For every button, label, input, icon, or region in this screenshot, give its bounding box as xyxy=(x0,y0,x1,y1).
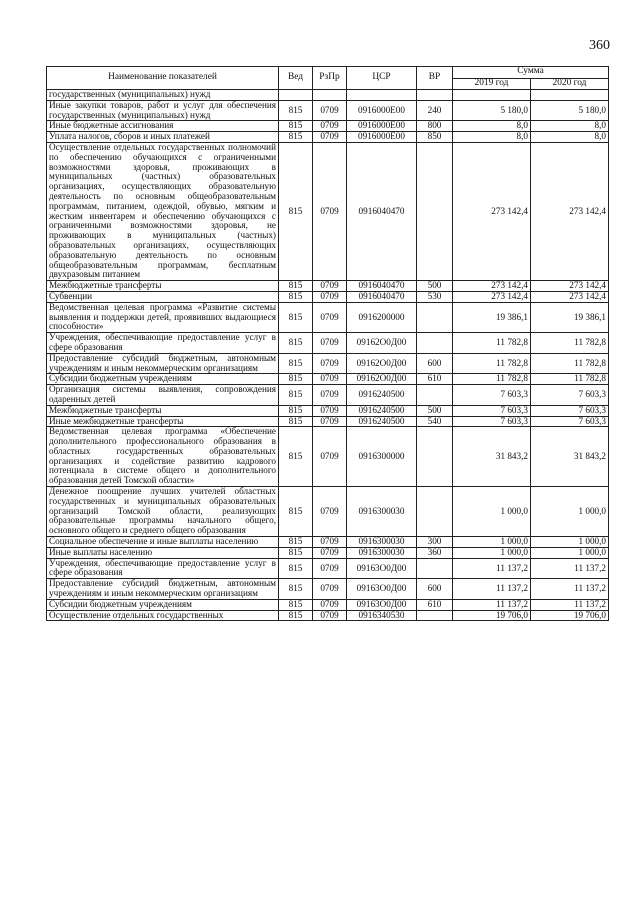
row-rzpr: 0709 xyxy=(313,132,347,143)
row-ved: 815 xyxy=(279,558,313,579)
row-csr: 0916300000 xyxy=(347,427,417,487)
row-sum-2020: 7 603,3 xyxy=(531,416,609,427)
row-name: Организация системы выявления, сопровождения одаренных детей xyxy=(47,385,279,406)
row-rzpr: 0709 xyxy=(313,291,347,302)
row-rzpr: 0709 xyxy=(313,302,347,332)
row-ved: 815 xyxy=(279,599,313,610)
row-sum-2019: 7 603,3 xyxy=(453,416,531,427)
row-sum-2020: 11 137,2 xyxy=(531,558,609,579)
row-csr xyxy=(347,90,417,101)
row-sum-2020: 1 000,0 xyxy=(531,537,609,548)
row-sum-2020: 7 603,3 xyxy=(531,405,609,416)
header-ved: Вед xyxy=(279,67,313,90)
row-ved xyxy=(279,90,313,101)
row-vr xyxy=(417,302,453,332)
row-vr: 300 xyxy=(417,537,453,548)
table-row xyxy=(47,100,609,121)
row-rzpr: 0709 xyxy=(313,281,347,292)
row-ved: 815 xyxy=(279,291,313,302)
table-row xyxy=(47,142,609,280)
row-vr: 600 xyxy=(417,579,453,600)
row-csr: 09162О0Д00 xyxy=(347,353,417,374)
row-csr: 0916040470 xyxy=(347,291,417,302)
row-name: Межбюджетные трансферты xyxy=(47,281,279,292)
row-sum-2019: 273 142,4 xyxy=(453,281,531,292)
table-row xyxy=(47,353,609,374)
row-sum-2019: 11 137,2 xyxy=(453,558,531,579)
header-2019: 2019 год xyxy=(453,78,531,90)
row-sum-2020: 273 142,4 xyxy=(531,142,609,280)
row-rzpr: 0709 xyxy=(313,333,347,354)
row-rzpr: 0709 xyxy=(313,142,347,280)
row-sum-2019: 7 603,3 xyxy=(453,405,531,416)
row-rzpr: 0709 xyxy=(313,537,347,548)
row-sum-2020: 8,0 xyxy=(531,121,609,132)
row-csr: 09162О0Д00 xyxy=(347,374,417,385)
row-csr: 0916000E00 xyxy=(347,121,417,132)
row-sum-2020: 19 386,1 xyxy=(531,302,609,332)
row-vr xyxy=(417,558,453,579)
row-rzpr: 0709 xyxy=(313,100,347,121)
row-rzpr: 0709 xyxy=(313,487,347,537)
row-vr xyxy=(417,610,453,621)
budget-table xyxy=(46,66,609,621)
row-ved: 815 xyxy=(279,100,313,121)
row-ved: 815 xyxy=(279,537,313,548)
row-ved: 815 xyxy=(279,427,313,487)
row-rzpr: 0709 xyxy=(313,427,347,487)
row-sum-2020: 7 603,3 xyxy=(531,385,609,406)
row-rzpr: 0709 xyxy=(313,599,347,610)
table-row xyxy=(47,121,609,132)
row-ved: 815 xyxy=(279,610,313,621)
table-header xyxy=(47,67,609,90)
table-row xyxy=(47,537,609,548)
row-name: Иные межбюджетные трансферты xyxy=(47,416,279,427)
row-vr: 610 xyxy=(417,599,453,610)
row-csr: 09163О0Д00 xyxy=(347,558,417,579)
row-name: Субвенции xyxy=(47,291,279,302)
row-sum-2019: 31 843,2 xyxy=(453,427,531,487)
row-csr: 09163О0Д00 xyxy=(347,579,417,600)
row-vr xyxy=(417,333,453,354)
row-vr: 800 xyxy=(417,121,453,132)
row-sum-2019 xyxy=(453,90,531,101)
row-sum-2019: 11 137,2 xyxy=(453,579,531,600)
row-ved: 815 xyxy=(279,142,313,280)
header-sum: Сумма xyxy=(453,67,609,79)
row-sum-2019: 273 142,4 xyxy=(453,291,531,302)
row-sum-2019: 1 000,0 xyxy=(453,487,531,537)
row-sum-2020: 8,0 xyxy=(531,132,609,143)
row-rzpr: 0709 xyxy=(313,610,347,621)
row-sum-2020: 11 137,2 xyxy=(531,599,609,610)
table-row xyxy=(47,302,609,332)
row-ved: 815 xyxy=(279,353,313,374)
row-rzpr: 0709 xyxy=(313,558,347,579)
row-ved: 815 xyxy=(279,302,313,332)
row-rzpr: 0709 xyxy=(313,121,347,132)
row-vr: 540 xyxy=(417,416,453,427)
table-body xyxy=(47,90,609,621)
table-row xyxy=(47,487,609,537)
row-name: Предоставление субсидий бюджетным, автономным учреждениям и иным некоммерческим организациям xyxy=(47,353,279,374)
row-sum-2019: 11 782,8 xyxy=(453,353,531,374)
row-sum-2019: 1 000,0 xyxy=(453,537,531,548)
header-name: Наименование показателей xyxy=(47,67,279,90)
header-2020: 2020 год xyxy=(531,78,609,90)
header-vr: ВР xyxy=(417,67,453,90)
row-sum-2019: 11 137,2 xyxy=(453,599,531,610)
row-sum-2019: 8,0 xyxy=(453,121,531,132)
row-name: Ведомственная целевая программа «Обеспечение дополнительного профессионального образования в областных государственных образовательных организациях и содействие развитию кадрового потенциала в системе общего и дополнительного образования детей Томской области» xyxy=(47,427,279,487)
table-row xyxy=(47,416,609,427)
row-csr: 09162О0Д00 xyxy=(347,333,417,354)
row-ved: 815 xyxy=(279,374,313,385)
row-csr: 0916300030 xyxy=(347,547,417,558)
row-sum-2019: 8,0 xyxy=(453,132,531,143)
row-vr xyxy=(417,487,453,537)
row-sum-2020: 273 142,4 xyxy=(531,281,609,292)
table-row xyxy=(47,281,609,292)
table-row xyxy=(47,132,609,143)
row-csr: 0916240500 xyxy=(347,385,417,406)
row-csr: 0916300030 xyxy=(347,537,417,548)
header-csr: ЦСР xyxy=(347,67,417,90)
table-row xyxy=(47,547,609,558)
row-name: Осуществление отдельных государственных xyxy=(47,610,279,621)
header-rzpr: РзПр xyxy=(313,67,347,90)
row-vr: 500 xyxy=(417,405,453,416)
table-row xyxy=(47,599,609,610)
row-rzpr: 0709 xyxy=(313,416,347,427)
row-ved: 815 xyxy=(279,579,313,600)
row-rzpr: 0709 xyxy=(313,579,347,600)
row-ved: 815 xyxy=(279,132,313,143)
row-name: Учреждения, обеспечивающие предоставление услуг в сфере образования xyxy=(47,333,279,354)
row-sum-2020 xyxy=(531,90,609,101)
row-vr: 600 xyxy=(417,353,453,374)
row-name: Учреждения, обеспечивающие предоставление услуг в сфере образования xyxy=(47,558,279,579)
row-rzpr: 0709 xyxy=(313,374,347,385)
row-ved: 815 xyxy=(279,333,313,354)
table-row xyxy=(47,579,609,600)
row-vr: 240 xyxy=(417,100,453,121)
row-sum-2019: 7 603,3 xyxy=(453,385,531,406)
row-csr: 0916000E00 xyxy=(347,132,417,143)
table-row xyxy=(47,610,609,621)
row-csr: 0916240500 xyxy=(347,405,417,416)
row-csr: 0916040470 xyxy=(347,142,417,280)
row-rzpr: 0709 xyxy=(313,385,347,406)
row-csr: 0916000E00 xyxy=(347,100,417,121)
row-vr xyxy=(417,142,453,280)
table-row xyxy=(47,333,609,354)
row-ved: 815 xyxy=(279,281,313,292)
row-name: Предоставление субсидий бюджетным, автономным учреждениям и иным некоммерческим организациям xyxy=(47,579,279,600)
row-ved: 815 xyxy=(279,416,313,427)
row-vr xyxy=(417,427,453,487)
row-vr: 360 xyxy=(417,547,453,558)
row-sum-2019: 5 180,0 xyxy=(453,100,531,121)
row-name: Иные бюджетные ассигнования xyxy=(47,121,279,132)
row-vr xyxy=(417,385,453,406)
row-name: Субсидии бюджетным учреждениям xyxy=(47,599,279,610)
row-sum-2020: 273 142,4 xyxy=(531,291,609,302)
row-sum-2020: 11 782,8 xyxy=(531,333,609,354)
row-rzpr xyxy=(313,90,347,101)
table-row xyxy=(47,405,609,416)
table-row xyxy=(47,90,609,101)
row-csr: 09163О0Д00 xyxy=(347,599,417,610)
row-name: Иные закупки товаров, работ и услуг для обеспечения государственных (муниципальных) нужд xyxy=(47,100,279,121)
row-name: Субсидии бюджетным учреждениям xyxy=(47,374,279,385)
row-rzpr: 0709 xyxy=(313,547,347,558)
row-csr: 0916040470 xyxy=(347,281,417,292)
table-row xyxy=(47,558,609,579)
row-csr: 0916300030 xyxy=(347,487,417,537)
row-vr: 500 xyxy=(417,281,453,292)
row-ved: 815 xyxy=(279,547,313,558)
row-vr: 530 xyxy=(417,291,453,302)
table-row xyxy=(47,427,609,487)
row-sum-2019: 19 386,1 xyxy=(453,302,531,332)
row-rzpr: 0709 xyxy=(313,405,347,416)
row-rzpr: 0709 xyxy=(313,353,347,374)
row-csr: 0916340530 xyxy=(347,610,417,621)
row-name: Уплата налогов, сборов и иных платежей xyxy=(47,132,279,143)
row-name: Межбюджетные трансферты xyxy=(47,405,279,416)
row-vr xyxy=(417,90,453,101)
row-sum-2020: 31 843,2 xyxy=(531,427,609,487)
row-sum-2020: 19 706,0 xyxy=(531,610,609,621)
table-row xyxy=(47,385,609,406)
row-sum-2020: 11 137,2 xyxy=(531,579,609,600)
row-name: государственных (муниципальных) нужд xyxy=(47,90,279,101)
table-row xyxy=(47,291,609,302)
row-name: Осуществление отдельных государственных полномочий по обеспечению обучающихся с ограниченными возможностями здоровья, проживающих в муниципальных (частных) образовательных организациях, осуществляющих образовательную деятельность по основным общеобразовательным программам, питанием, одеждой, обувью, мягким и жестким инвентарем и обеспечению обучающихся с ограниченными возможностями здоровья, не проживающих в муниципальных (частных) образовательных организациях, осуществляющих образовательную деятельность по основным общеобразовательным программам, бесплатным двухразовым питанием xyxy=(47,142,279,280)
row-ved: 815 xyxy=(279,405,313,416)
row-sum-2020: 1 000,0 xyxy=(531,547,609,558)
row-vr: 850 xyxy=(417,132,453,143)
row-sum-2020: 11 782,8 xyxy=(531,353,609,374)
row-csr: 0916240500 xyxy=(347,416,417,427)
row-name: Иные выплаты населению xyxy=(47,547,279,558)
row-sum-2020: 5 180,0 xyxy=(531,100,609,121)
row-sum-2019: 19 706,0 xyxy=(453,610,531,621)
row-csr: 0916200000 xyxy=(347,302,417,332)
row-sum-2019: 273 142,4 xyxy=(453,142,531,280)
row-sum-2020: 11 782,8 xyxy=(531,374,609,385)
page-number: 360 xyxy=(589,38,610,53)
row-sum-2020: 1 000,0 xyxy=(531,487,609,537)
row-sum-2019: 1 000,0 xyxy=(453,547,531,558)
row-sum-2019: 11 782,8 xyxy=(453,333,531,354)
table-row xyxy=(47,374,609,385)
row-name: Социальное обеспечение и иные выплаты населению xyxy=(47,537,279,548)
row-ved: 815 xyxy=(279,487,313,537)
row-sum-2019: 11 782,8 xyxy=(453,374,531,385)
row-name: Денежное поощрение лучших учителей областных государственных и муниципальных образовательных организаций Томской области, реализующих образовательные программы начального общего, основного общего и среднего общего образования xyxy=(47,487,279,537)
row-vr: 610 xyxy=(417,374,453,385)
row-ved: 815 xyxy=(279,385,313,406)
row-ved: 815 xyxy=(279,121,313,132)
row-name: Ведомственная целевая программа «Развитие системы выявления и поддержки детей, проявивших выдающиеся способности» xyxy=(47,302,279,332)
